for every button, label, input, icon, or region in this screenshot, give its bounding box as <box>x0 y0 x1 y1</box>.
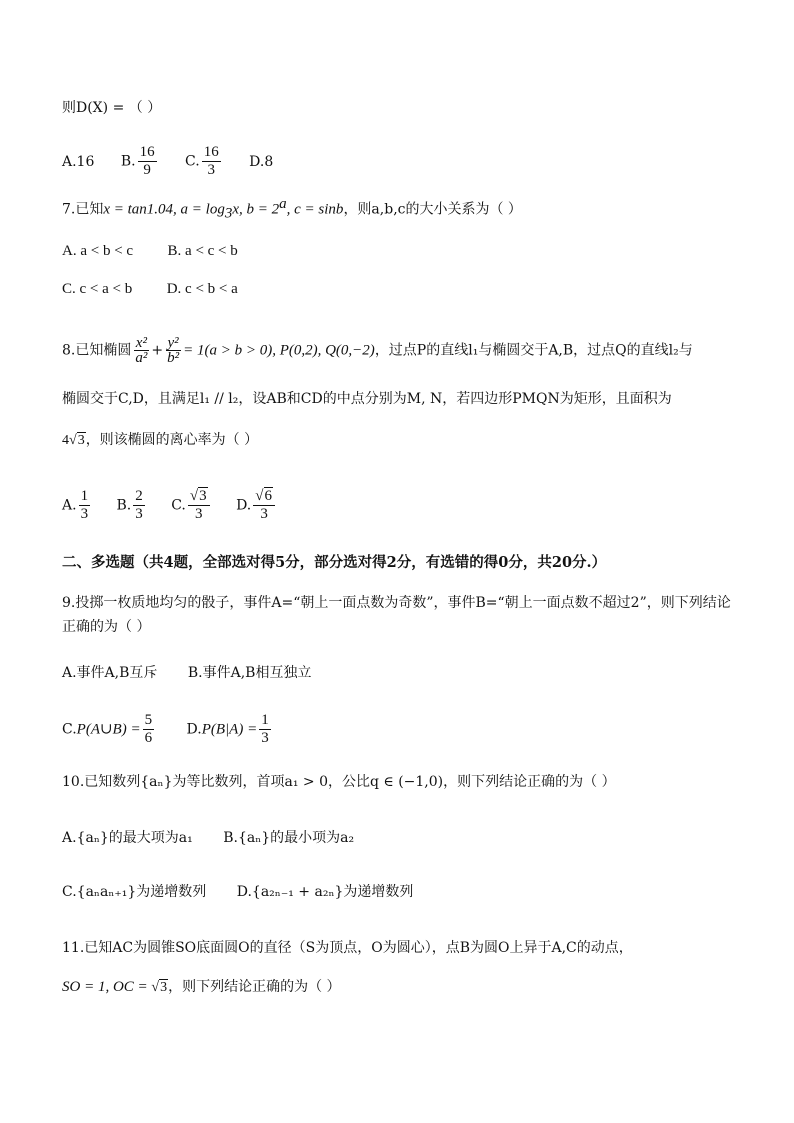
q8-line3: 4√3，则该椭圆的离心率为（ ） <box>62 432 259 448</box>
q11-line1: 11.已知AC为圆锥SO底面圆O的直径（S为顶点，O为圆心），点B为圆O上异于A,C的动点， <box>62 940 633 956</box>
q10-option-c: C.{aₙaₙ₊₁}为递增数列 <box>62 884 207 900</box>
q6-options <box>62 144 273 179</box>
q7-option-d: D. c < b < a <box>166 281 238 297</box>
q8-option-b: B. $\frac{2}{3}$ <box>116 488 143 522</box>
q8-line1: 8.已知椭圆 $\frac{\text{x²}}{\text{a²}}$ + $\frac{\text{y²}}{\text{b²}}$ = 1(a > b > 0), P(0,2), Q(0,−2)，过点P的直线l₁与椭圆交于A,B，过点Q的直线l₂与 <box>62 335 693 366</box>
q9-options-row2 <box>62 712 273 747</box>
q11-line2: SO = 1, OC = √3，则下列结论正确的为（ ） <box>62 979 341 995</box>
q6-option-a: A.16 <box>62 153 95 170</box>
q6-tail: 则D(X) = （ ） <box>62 100 162 116</box>
q9-option-a: A.事件A,B互斥 <box>62 665 158 681</box>
q10-options-row2 <box>62 882 413 902</box>
q7-stem: 7.已知x = tan1.04, $a = \log_3x$, $b = 2^a$, c = sinb，则a,b,c的大小关系为（ ） <box>62 196 522 222</box>
q9-line2: 正确的为（ ） <box>62 619 151 635</box>
section-heading-multi-choice: 二、多选题（共4题，全部选对得5分，部分选对得2分，有选错的得0分，共20分.） <box>62 554 607 571</box>
q9-option-d: D.P(B|A) = $\frac{1}{3}$ <box>186 712 269 746</box>
q8-option-a: A. $\frac{1}{3}$ <box>62 488 89 522</box>
q8-option-c: C. $\frac{√3}{3}$ <box>171 488 211 523</box>
q7-option-a: A. a < b < c <box>62 243 134 259</box>
q9-options-row1 <box>62 663 311 683</box>
q8-option-d: D. $\frac{√6}{3}$ <box>236 488 277 523</box>
q10-option-b: B.{aₙ}的最小项为a₂ <box>223 830 355 846</box>
q6-option-b: B. $\frac{16}{9}$ <box>120 144 155 178</box>
q10-stem: 10.已知数列{aₙ}为等比数列，首项a₁ > 0，公比q ∈ (−1,0)，则下列结论正确的为（ ） <box>62 774 616 790</box>
q9-option-b: B.事件A,B相互独立 <box>187 665 312 681</box>
q8-line2: 椭圆交于C,D，且满足l₁ // l₂，设AB和CD的中点分别为M, N，若四边形PMQN为矩形，且面积为 <box>62 391 672 407</box>
q7-option-b: B. a < c < b <box>167 243 238 259</box>
q8-options <box>62 488 277 523</box>
q10-options-row1 <box>62 828 354 848</box>
q7-options-row2 <box>62 279 238 299</box>
q10-option-d: D.{a₂ₙ₋₁ + a₂ₙ}为递增数列 <box>236 884 414 900</box>
q6-option-d: D.8 <box>249 153 274 170</box>
q9-option-c: C.P(A∪B) = $\frac{5}{6}$ <box>62 712 153 746</box>
q9-line1: 9.投掷一枚质地均匀的骰子，事件A=“朝上一面点数为奇数”，事件B=“朝上一面点数不超过2”，则下列结论 <box>62 595 731 611</box>
q6-option-c: C. $\frac{16}{3}$ <box>185 144 219 178</box>
q7-options-row1 <box>62 241 238 261</box>
q10-option-a: A.{aₙ}的最大项为a₁ <box>62 830 193 846</box>
q7-option-c: C. c < a < b <box>62 281 133 297</box>
